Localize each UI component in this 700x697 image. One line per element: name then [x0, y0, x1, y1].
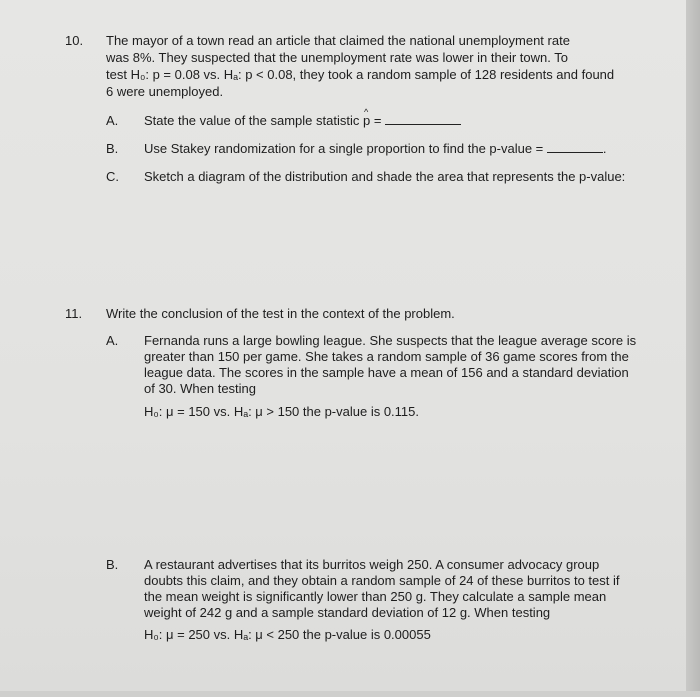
part-c-text: Sketch a diagram of the distribution and shade the area that represents the p-value: [144, 169, 626, 184]
answer-blank[interactable] [385, 113, 461, 125]
question-number: 10. [65, 33, 84, 48]
part-letter: A. [106, 113, 119, 128]
period: . [602, 141, 607, 156]
part-text-line: greater than 150 per game. She takes a random sample of 36 game scores from the [144, 349, 629, 364]
part-text-line: of 30. When testing [144, 381, 257, 396]
part-letter: B. [106, 141, 119, 156]
part-text: State the value of the sample statistic [144, 113, 360, 128]
question-prompt: Write the conclusion of the test in the context of the problem. [106, 306, 455, 321]
page-edge-shadow [686, 0, 700, 697]
page-bottom-shadow [0, 691, 700, 697]
part-letter: C. [106, 169, 119, 184]
question-number: 11. [65, 306, 83, 321]
question-text-line: 6 were unemployed. [106, 84, 224, 99]
part-text-line: Fernanda runs a large bowling league. She suspects that the league average score is [144, 333, 637, 348]
hypothesis-line: H₀: μ = 250 vs. Hₐ: μ < 250 the p-value is 0.00055 [144, 627, 431, 642]
answer-blank[interactable] [547, 141, 603, 153]
question-text-line: was 8%. They suspected that the unemployment rate was lower in their town. To [106, 50, 568, 65]
equals-sign: = [373, 113, 382, 128]
part-text-line: doubts this claim, and they obtain a random sample of 24 of these burritos to test if [144, 573, 620, 588]
part-text: Use Stakey randomization for a single proportion to find the p-value = [144, 141, 544, 156]
question-text-line: The mayor of a town read an article that claimed the national unemployment rate [106, 33, 570, 48]
part-text-line: weight of 242 g and a sample standard deviation of 12 g. When testing [144, 605, 551, 620]
p-hat-symbol: ^ p [363, 112, 370, 129]
part-a-text [144, 112, 461, 129]
part-text-line: A restaurant advertises that its burritos weigh 250. A consumer advocacy group [144, 557, 600, 572]
hypothesis-line: H₀: μ = 150 vs. Hₐ: μ > 150 the p-value is 0.115. [144, 404, 420, 419]
part-letter: B. [106, 557, 119, 572]
question-text-line: test H₀: p = 0.08 vs. Hₐ: p < 0.08, they took a random sample of 128 residents and found [106, 67, 615, 82]
part-b-text [144, 140, 607, 157]
part-text-line: league data. The scores in the sample have a mean of 156 and a standard deviation [144, 365, 629, 380]
part-letter: A. [106, 333, 119, 348]
part-text-line: the mean weight is significantly lower than 250 g. They calculate a sample mean [144, 589, 607, 604]
